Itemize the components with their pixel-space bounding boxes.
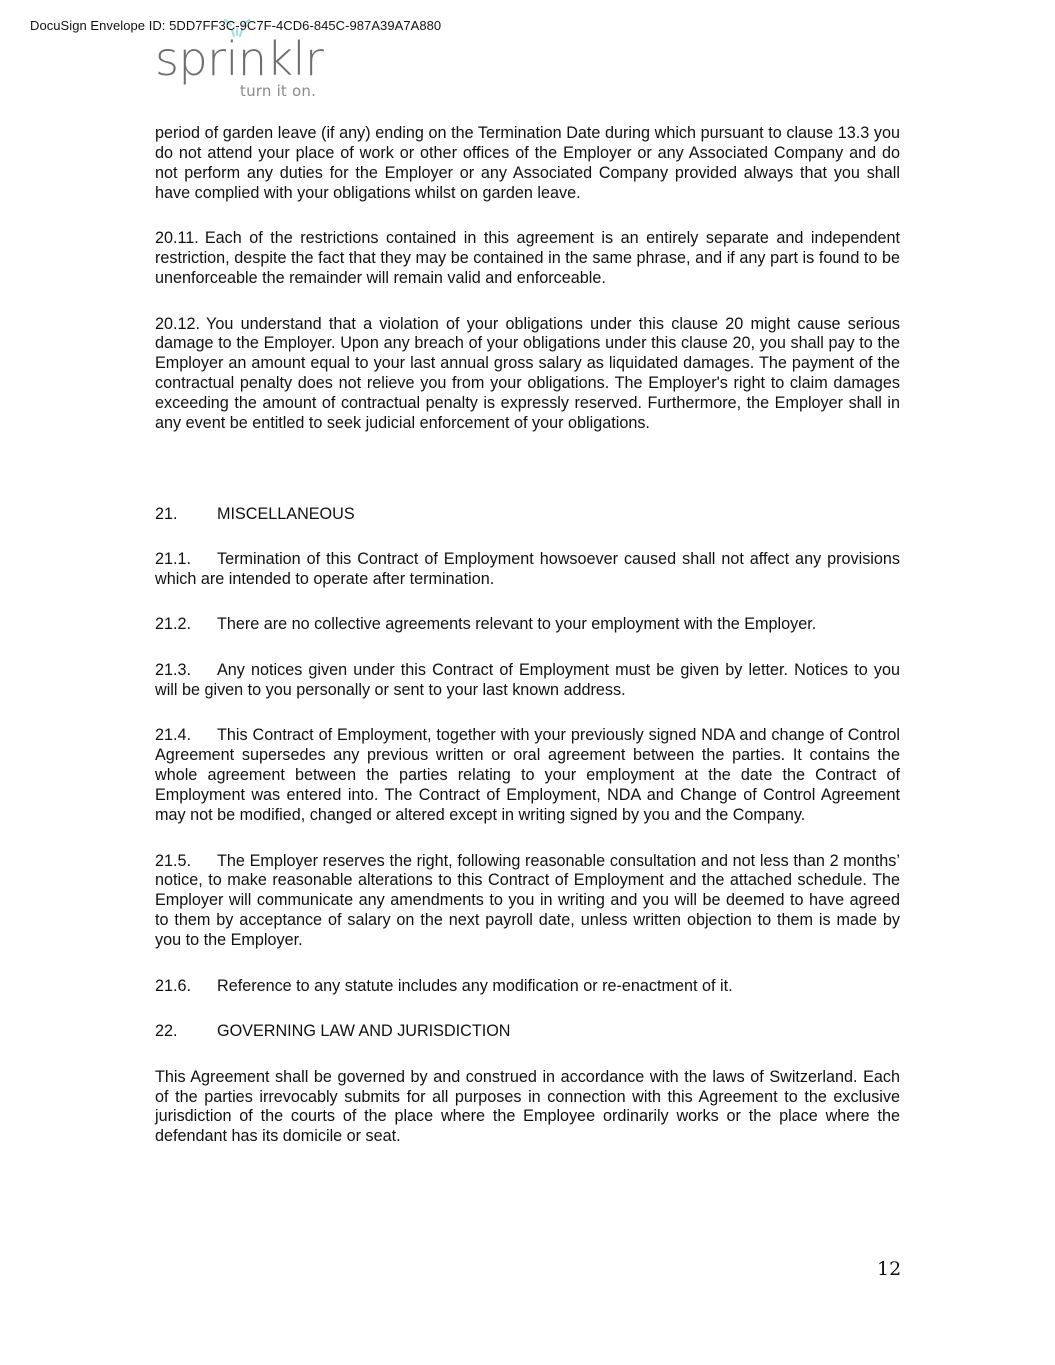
clause-number: 21.3. — [155, 660, 192, 679]
section-number: 21. — [155, 504, 178, 523]
spacer — [155, 460, 900, 505]
continuation-paragraph: period of garden leave (if any) ending on the Termination Date during which pursuant to clause 13.3 you do not attend your place of work or other offices of the Employer or any Associated Company and do not perform any duties for the Employer or any Associated Company provided always that you shall have complied with your obligations whilst on garden leave. — [155, 124, 900, 202]
clause-number: 21.4. — [155, 726, 192, 745]
clause-21-3 — [155, 661, 900, 701]
clause-number: 20.11. — [155, 229, 199, 248]
section-title: GOVERNING LAW AND JURISDICTION — [217, 1022, 511, 1041]
section-heading-21 — [155, 505, 900, 525]
clause-text: There are no collective agreements relevant to your employment with the Employer. — [217, 615, 817, 634]
clause-text: You understand that a violation of your obligations under this clause 20 might cause serious damage to the Employer. Upon any breach of your obligations under this clause 20, you shall pay to the Employer an amount equal to your last annual gross salary as liquidated damages. The payment of the contractual penalty does not relieve you from your obligations. The Employer's right to claim damages exceeding the amount of contractual penalty is expressly reserved. Furthermore, the Employer shall in any event be entitled to seek judicial enforcement of your obligations. — [155, 314, 900, 433]
clause-21-6 — [155, 977, 900, 997]
clause-number: 21.5. — [155, 851, 192, 870]
page-number: 12 — [877, 1258, 902, 1280]
logo-wordmark: sprinklr — [155, 32, 324, 86]
section-title: MISCELLANEOUS — [217, 504, 355, 523]
clause-text: Reference to any statute includes any modification or re-enactment of it. — [217, 976, 733, 995]
clause-number: 21.2. — [155, 615, 192, 634]
clause-text: The Employer reserves the right, following reasonable consultation and not less than 2 months’ notice, to make reasonable alterations to this Contract of Employment and the attached schedule. The Employer will communicate any amendments to you in writing and you will be deemed to have agreed to them by acceptance of salary on the next payroll date, unless written objection to them is made by you to the Employer. — [155, 851, 900, 950]
section-heading-22 — [155, 1022, 900, 1042]
docusign-envelope-id: DocuSign Envelope ID: 5DD7FF3C-9C7F-4CD6-845C-987A39A7A880 — [30, 18, 442, 33]
clause-21-2 — [155, 615, 900, 635]
clause-21-1 — [155, 550, 900, 590]
clause-text: This Contract of Employment, together with your previously signed NDA and change of Control Agreement supersedes any previous written or oral agreement between the parties. It contains the whole agreement between the parties relating to your employment at the date the Contract of Employment was entered into. The Contract of Employment, NDA and Change of Control Agreement may not be modified, changed or altered except in writing signed by you and the Company. — [155, 726, 900, 824]
section-number: 22. — [155, 1022, 178, 1041]
clause-20-11 — [155, 229, 900, 289]
logo-tagline: turn it on. — [240, 82, 317, 100]
clause-text: Each of the restrictions contained in this agreement is an entirely separate and independent restriction, despite the fact that they may be contained in the same phrase, and if any part is found to be unenforceable the remainder will remain valid and enforceable. — [155, 229, 900, 288]
clause-number: 21.1. — [155, 550, 192, 569]
document-body — [155, 124, 900, 1173]
clause-number: 20.12. — [155, 314, 201, 333]
clause-text: Any notices given under this Contract of Employment must be given by letter. Notices to you will be given to you personally or sent to your last known address. — [155, 660, 900, 699]
clause-number: 21.6. — [155, 976, 192, 995]
clause-text: Termination of this Contract of Employment howsoever caused shall not affect any provisions which are intended to operate after termination. — [155, 550, 900, 588]
clause-20-12 — [155, 315, 900, 434]
clause-21-5 — [155, 852, 900, 952]
clause-21-4 — [155, 726, 900, 826]
governing-law-paragraph: This Agreement shall be governed by and construed in accordance with the laws of Switzerland. Each of the parties irrevocably submits for all purposes in connection with this Agreement to the exclusive jurisdiction of the courts of the place where the Employee ordinarily works or the place where the defendant has its domicile or seat. — [155, 1067, 900, 1146]
